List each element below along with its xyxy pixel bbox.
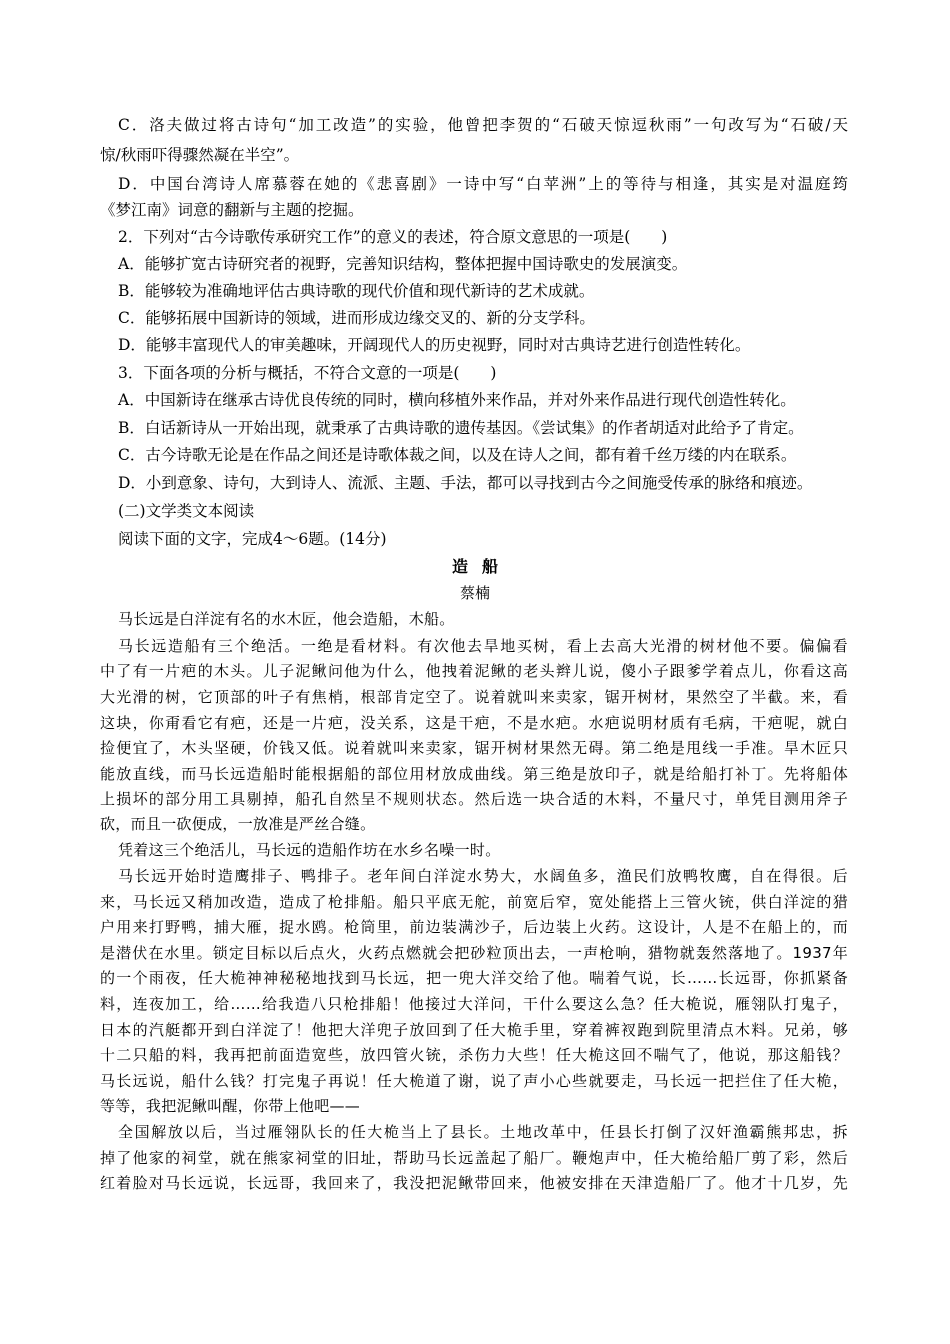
q2-option-d: D．能够丰富现代人的审美趣味，开阔现代人的历史视野，同时对古典诗艺进行创造性转化。 <box>118 336 751 354</box>
story-line: 凭着这三个绝活儿，马长远的造船作坊在水乡名噪一时。 <box>118 841 501 859</box>
story-line: 马长远是白洋淀有名的水木匠，他会造船，木船。 <box>118 610 455 628</box>
story-line: 能放直线，而马长远造船时能根据船的部位用材放成曲线。第三绝是放印子，就是给船打补丁。先将船体 <box>100 765 848 783</box>
story-line: 中了有一片疤的木头。儿子泥鳅问他为什么，他拽着泥鳅的老头辫儿说，傻小子跟爹学着点儿，你看这高 <box>100 662 848 680</box>
story-line: 砍，而且一砍便成，一放准是严丝合缝。 <box>100 815 376 833</box>
story-author: 蔡楠 <box>459 584 490 602</box>
story-line: 户用来打野鸭，捕大雁，捉水鸥。枪筒里，前边装满沙子，后边装上火药。这设计，人是不在船上的，而 <box>100 918 848 936</box>
story-line: 这块，你甭看它有疤，还是一片疤，没关系，这是干疤，不是水疤。水疤说明材质有毛病，干疤呢，就白 <box>100 714 848 732</box>
story-line: 等等，我把泥鳅叫醒，你带上他吧—— <box>100 1097 361 1115</box>
q3-option-b: B．白话新诗从一开始出现，就秉承了古典诗歌的遗传基因。《尝试集》的作者胡适对此给予了肯定。 <box>118 419 804 437</box>
story-line: 马长远开始时造鹰排子、鸭排子。老年间白洋淀水势大，水阔鱼多，渔民们放鸭牧鹰，自在得很。后 <box>118 867 848 885</box>
story-line: 十二只船的料，我再把前面造宽些，放四管火铳，杀伤力大些！任大桅这回不喘气了，他说，那这船钱？ <box>100 1046 848 1064</box>
story-line: 捡便宜了，木头坚硬，价钱又低。说着就叫来卖家，锯开树材果然无碍。第二绝是甩线一手准。旱木匠只 <box>100 739 848 757</box>
story-line: 大光滑的树，它顶部的叶子有焦梢，根部肯定空了。说着就叫来卖家，锯开树材，果然空了半截。来，看 <box>100 688 848 706</box>
q3-stem: 3．下面各项的分析与概括，不符合文意的一项是( ) <box>118 364 497 382</box>
q2-option-b: B．能够较为准确地评估古典诗歌的现代价值和现代新诗的艺术成就。 <box>118 282 595 300</box>
q2-stem: 2．下列对“古今诗歌传承研究工作”的意义的表述，符合原文意思的一项是( ) <box>118 228 668 246</box>
q3-option-d: D．小到意象、诗句，大到诗人、流派、主题、手法，都可以寻找到古今之间施受传承的脉络和痕迹。 <box>118 474 813 492</box>
story-line: 马长远造船有三个绝活。一绝是看材料。有次他去旱地买树，看上去高大光滑的树材他不要。偏偏看 <box>118 637 848 655</box>
q2-option-c: C．能够拓展中国新诗的领域，进而形成边缘交叉的、新的分支学科。 <box>118 309 595 327</box>
story-title: 造船 <box>451 557 512 576</box>
story-line: 日本的汽艇都开到白洋淀了！他把大洋兜子放回到了任大桅手里，穿着裤衩跑到院里清点木料。兄弟，够 <box>100 1021 848 1039</box>
q1-option-d-line1: D．中国台湾诗人席慕蓉在她的《悲喜剧》一诗中写“白苹洲”上的等待与相逢，其实是对温庭筠 <box>118 175 848 193</box>
q1-option-c-line1: C．洛夫做过将古诗句“加工改造”的实验，他曾把李贺的“石破天惊逗秋雨”一句改写为“石破/天 <box>118 116 848 134</box>
story-line: 红着脸对马长远说，长远哥，我回来了，我没把泥鳅带回来，他被安排在天津造船厂了。他才十几岁，先 <box>100 1174 848 1192</box>
section-instruction: 阅读下面的文字，完成4～6题。(14分) <box>118 530 387 548</box>
q3-option-a: A．中国新诗在继承古诗优良传统的同时，横向移植外来作品，并对外来作品进行现代创造性转化。 <box>118 391 796 409</box>
story-line: 是潜伏在水里。锁定目标以后点火，火药点燃就会把砂粒顶出去，一声枪响，猎物就轰然落地了。1937年 <box>100 944 848 962</box>
story-line: 全国解放以后，当过雁翎队长的任大桅当上了县长。土地改革中，任县长打倒了汉奸渔霸熊邦忠，拆 <box>118 1123 848 1141</box>
q1-option-c-line2: 惊/秋雨吓得骤然凝在半空”。 <box>100 146 300 164</box>
story-line: 料，连夜加工，给……给我造八只枪排船！他接过大洋问，干什么要这么急？任大桅说，雁翎队打鬼子， <box>100 995 848 1013</box>
story-line: 来，马长远又稍加改造，造成了枪排船。船只平底无舵，前宽后窄，宽处能搭上三管火铳，供白洋淀的猎 <box>100 893 848 911</box>
section-heading: (二)文学类文本阅读 <box>118 502 255 520</box>
q3-option-c: C．古今诗歌无论是在作品之间还是诗歌体裁之间，以及在诗人之间，都有着千丝万缕的内在联系。 <box>118 446 797 464</box>
story-line: 上损坏的部分用工具剔掉，船孔自然呈不规则状态。然后选一块合适的木料，不量尺寸，单凭目测用斧子 <box>100 790 848 808</box>
story-line: 掉了他家的祠堂，就在熊家祠堂的旧址，帮助马长远盖起了船厂。鞭炮声中，任大桅给船厂剪了彩，然后 <box>100 1149 848 1167</box>
story-line: 的一个雨夜，任大桅神神秘秘地找到马长远，把一兜大洋交给了他。喘着气说，长……长远哥，你抓紧备 <box>100 969 848 987</box>
q2-option-a: A．能够扩宽古诗研究者的视野，完善知识结构，整体把握中国诗歌史的发展演变。 <box>118 255 688 273</box>
q1-option-d-line2: 《梦江南》词意的翻新与主题的挖掘。 <box>100 201 364 219</box>
story-line: 马长远说，船什么钱？打完鬼子再说！任大桅道了谢，说了声小心些就要走，马长远一把拦住了任大桅， <box>100 1072 848 1090</box>
